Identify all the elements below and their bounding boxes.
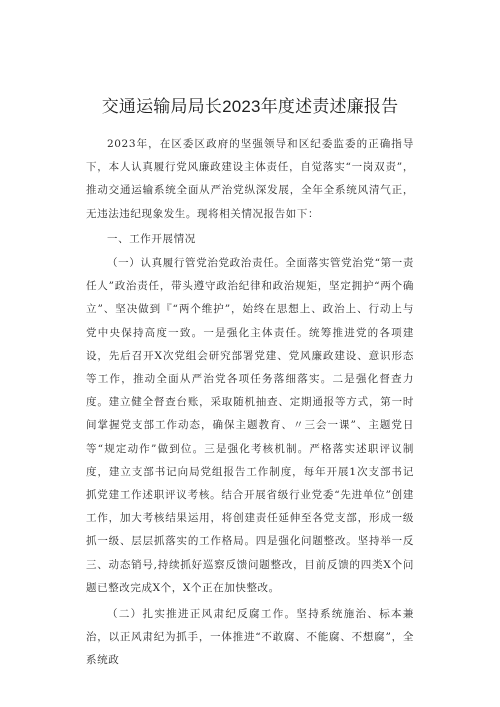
item-paragraph-anti-corruption: （二）扎实推进正风肃纪反腐工作。坚持系统施治、标本兼治，以正风肃纪为抓手，一体推进“不敢腐、不能腐、不想腐”，全系统政 — [86, 608, 414, 667]
document-title: 交通运输局局长2023年度述责述廉报告 — [101, 97, 399, 116]
intro-paragraph: 2023年，在区委区政府的坚强领导和区纪委监委的正确指导下，本人认真履行党风廉政建设主体责任，自觉落实“一岗双责”，推动交通运输系统全面从严治党纵深发展，全年全系统风清气正，无违法违纪现象发生。现将相关情况报告如下： — [86, 138, 414, 220]
section-heading-work-status: 一、工作开展情况 — [107, 232, 196, 245]
item-paragraph-political-responsibility: （一）认真履行管党治党政治责任。全面落实管党治党“第一责任人”政治责任，带头遵守政治纪律和政治规矩，坚定拥护“两个确立”、坚决做到『“两个维护”，始终在思想上、政治上、行动上与党中央保持高度一致。一是强化主体责任。统筹推进党的各项建设，先后召开X次党组会研究部署党建、党风廉政建设、意识形态等工作，推动全面从严治党各项任务落细落实。二是强化督查力度。建立健全督查台账，采取随机抽查、定期通报等方式，第一时间掌握党支部工作动态，确保主题教育、〃三会一课”、主题党日等“规定动作”做到位。三是强化考核机制。严格落实述职评议制度，建立支部书记向局党组报告工作制度，每年开展1次支部书记抓党建工作述职评议考核。结合开展省级行业党委“先进单位”创建工作，加大考核结果运用，将创建责任延伸至各党支部，形成一级抓一级、层层抓落实的工作格局。四是强化问题整改。坚持举一反三、动态销号,持续抓好巡察反馈问题整改，目前反馈的四类X个问题已整改完成X个，X个正在加快整改。 — [86, 257, 414, 594]
